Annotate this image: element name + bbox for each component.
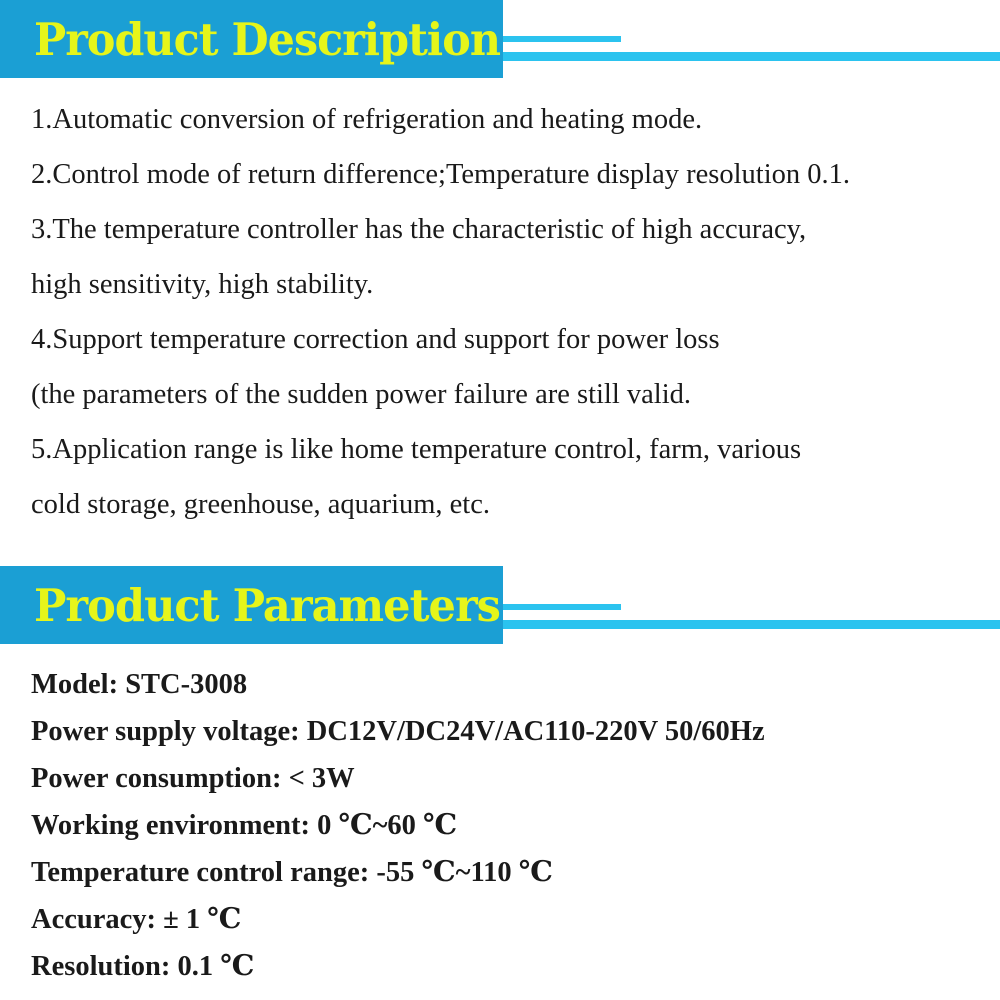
parameters-banner <box>0 566 503 644</box>
description-line-8: cold storage, greenhouse, aquarium, etc. <box>31 489 490 520</box>
param-label: Accuracy: <box>31 904 157 935</box>
param-label: Model: <box>31 669 119 700</box>
param-value: 0.1 ℃ <box>170 951 255 982</box>
param-label: Power consumption: <box>31 763 282 794</box>
parameters-stripe-short <box>503 604 621 610</box>
description-line-4: high sensitivity, high stability. <box>31 269 374 300</box>
param-label: Working environment: <box>31 810 310 841</box>
param-value: STC-3008 <box>118 669 248 700</box>
param-power-consumption <box>31 762 355 796</box>
description-line-1: 1.Automatic conversion of refrigeration and heating mode. <box>31 104 703 135</box>
param-label: Power supply voltage: <box>31 716 300 747</box>
description-title: Product Description <box>34 12 501 66</box>
param-accuracy <box>31 903 241 937</box>
param-label: Resolution: <box>31 951 171 982</box>
param-value: < 3W <box>281 763 355 794</box>
param-resolution <box>31 950 254 984</box>
description-banner <box>0 0 503 78</box>
parameters-title: Product Parameters <box>34 578 500 632</box>
description-stripe-long <box>503 52 1000 61</box>
description-line-7: 5.Application range is like home temperature control, farm, various <box>31 434 802 465</box>
param-value: DC12V/DC24V/AC110-220V 50/60Hz <box>299 716 765 747</box>
description-line-6: (the parameters of the sudden power failure are still valid. <box>31 379 691 410</box>
param-working-environment <box>31 809 457 843</box>
parameters-stripe-long <box>503 620 1000 629</box>
param-model <box>31 668 247 702</box>
description-line-3: 3.The temperature controller has the characteristic of high accuracy, <box>31 214 807 245</box>
param-value: 0 ℃~60 ℃ <box>309 810 458 841</box>
param-value: ± 1 ℃ <box>156 904 242 935</box>
param-power-supply-voltage <box>31 715 765 749</box>
description-stripe-short <box>503 36 621 42</box>
description-line-2: 2.Control mode of return difference;Temperature display resolution 0.1. <box>31 159 850 190</box>
description-line-5: 4.Support temperature correction and support for power loss <box>31 324 720 355</box>
param-value: -55 ℃~110 ℃ <box>369 857 553 888</box>
param-temperature-control-range <box>31 856 553 890</box>
param-label: Temperature control range: <box>31 857 370 888</box>
